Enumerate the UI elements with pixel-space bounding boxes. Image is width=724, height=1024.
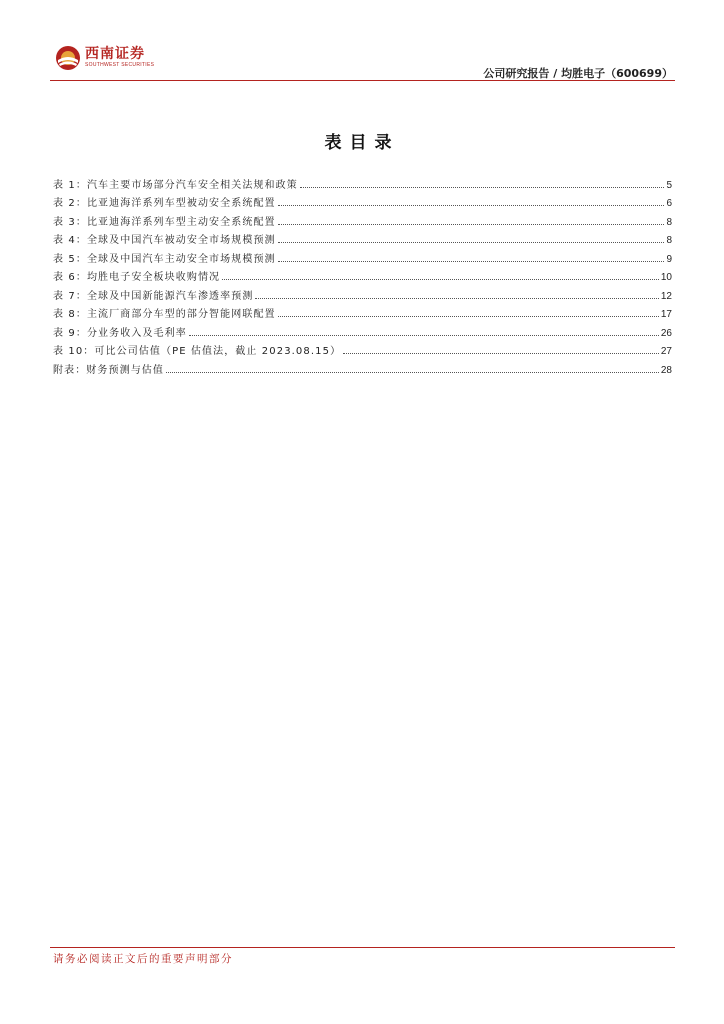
toc-entry[interactable] (53, 172, 672, 191)
header-divider (50, 80, 675, 81)
toc-entry-label: 表 1：汽车主要市场部分汽车安全相关法规和政策 (53, 179, 298, 191)
page-header (50, 40, 675, 82)
toc-entry-page: 9 (666, 253, 672, 265)
dot-leader (343, 353, 659, 354)
toc-heading: 表目录 (324, 133, 400, 153)
toc-entry-page: 26 (660, 327, 672, 339)
dot-leader (278, 205, 665, 206)
toc-entry-page: 8 (666, 235, 672, 246)
toc-entry-label: 表 2：比亚迪海洋系列车型被动安全系统配置 (53, 198, 276, 209)
toc-entry-label: 表 7：全球及中国新能源汽车渗透率预测 (53, 290, 254, 302)
dot-leader (300, 187, 665, 188)
toc-entry[interactable] (53, 209, 672, 228)
dot-leader (278, 261, 665, 262)
toc-entry-label: 表 4：全球及中国汽车被动安全市场规模预测 (53, 235, 276, 246)
dot-leader (222, 279, 659, 280)
toc-entry-page: 6 (666, 198, 672, 209)
dot-leader (255, 298, 658, 299)
dot-leader (278, 242, 665, 243)
toc-entry[interactable] (53, 302, 672, 321)
dot-leader (189, 335, 659, 336)
toc-entry[interactable] (53, 246, 672, 265)
report-title: 公司研究报告 / 均胜电子（600699） (483, 67, 673, 80)
company-logo (55, 45, 154, 71)
toc-entry-label: 附表：财务预测与估值 (53, 364, 164, 376)
toc-entry[interactable] (53, 320, 672, 339)
toc-entry-label: 表 6：均胜电子安全板块收购情况 (53, 272, 221, 283)
footer-divider (50, 947, 675, 948)
toc-entry[interactable] (53, 228, 672, 247)
toc-entry-page: 5 (666, 179, 672, 191)
dot-leader (278, 224, 665, 225)
toc-entry[interactable] (53, 339, 672, 358)
toc-entry-page: 12 (660, 290, 672, 302)
toc-entry[interactable] (53, 191, 672, 210)
toc-entry-page: 17 (660, 309, 672, 320)
footer-disclaimer: 请务必阅读正文后的重要声明部分 (53, 953, 233, 965)
toc-entry[interactable] (53, 357, 672, 376)
toc-entry-page: 28 (660, 364, 672, 376)
table-of-tables (53, 172, 672, 376)
dot-leader (278, 316, 659, 317)
toc-entry-page: 10 (660, 272, 672, 283)
logo-chinese-name: 西南证券 (85, 46, 145, 62)
toc-entry-label: 表 10：可比公司估值（PE 估值法，截止 2023.08.15） (53, 346, 342, 357)
toc-entry-page: 8 (666, 216, 672, 228)
dot-leader (166, 372, 659, 373)
toc-entry[interactable] (53, 283, 672, 302)
logo-sun-icon (55, 45, 81, 71)
toc-entry-label: 表 3：比亚迪海洋系列车型主动安全系统配置 (53, 216, 276, 228)
toc-entry[interactable] (53, 265, 672, 284)
toc-entry-page: 27 (660, 346, 672, 357)
toc-entry-label: 表 5：全球及中国汽车主动安全市场规模预测 (53, 253, 276, 265)
toc-entry-label: 表 8：主流厂商部分车型的部分智能网联配置 (53, 309, 276, 320)
logo-english-name: SOUTHWEST SECURITIES (85, 62, 155, 68)
toc-entry-label: 表 9：分业务收入及毛利率 (53, 327, 187, 339)
